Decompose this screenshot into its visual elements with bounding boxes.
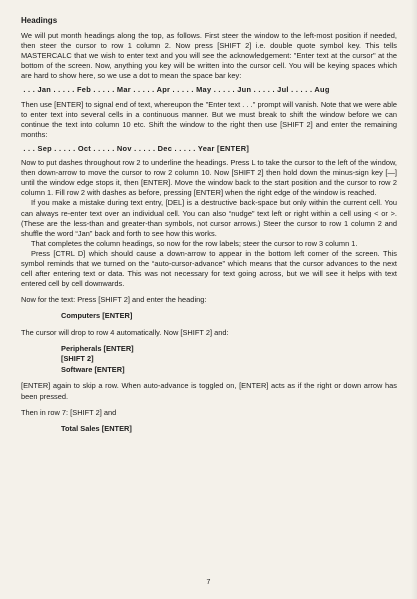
entry-peripherals: Peripherals [ENTER] xyxy=(61,343,134,353)
paragraph-auto-advance: Press [CTRL D] which should cause a down-arrow to appear in the bottom left corner of the screen. This symbol reminds that we turned on the “auto-cursor-advance” which means that the cursor advances to the next cell after entering text or data. This was not necessary for text going across, but we will see it helps with text entered cell by cell downwards. xyxy=(21,248,397,289)
entry-block-total-sales xyxy=(21,424,397,435)
entry-block-computers xyxy=(21,311,397,322)
paragraph-enter-again: [ENTER] again to skip a row. When auto-advance is toggled on, [ENTER] acts as if the right or down arrow has been pressed. xyxy=(21,381,397,401)
entry-shift-2: [SHIFT 2] xyxy=(61,354,94,364)
paragraph-now-text: Now for the text: Press [SHIFT 2] and enter the heading: xyxy=(21,295,207,305)
page-number: 7 xyxy=(206,579,211,586)
paragraph-enter-text: Then use [ENTER] to signal end of text, whereupon the "Enter text . . ." prompt will vanish. Note that we were able to enter text into several cells in a continuous manner. But we must break to shift the window before we can continue the text into column 10 etc. Shift the window to the right then use [SHIFT 2] and enter the remaining months: xyxy=(21,99,397,139)
months-line-second: . . . Sep . . . . . Oct . . . . . Nov . . . . . Dec . . . . . Year [ENTER] xyxy=(21,143,250,153)
section-heading: Headings xyxy=(21,16,58,25)
entry-total-sales: Total Sales [ENTER] xyxy=(61,423,132,433)
months-line-first: . . . Jan . . . . . Feb . . . . . Mar . . . . . Apr . . . . . May . . . . . Jun . . . . . Jul . . . . . Aug xyxy=(21,85,330,95)
paragraph-cursor-drop: The cursor will drop to row 4 automatically. Now [SHIFT 2] and: xyxy=(21,327,229,337)
paragraph-row-7: Then in row 7: [SHIFT 2] and xyxy=(21,407,117,417)
entry-block-peripherals xyxy=(21,344,397,376)
entry-computers: Computers [ENTER] xyxy=(61,311,133,321)
paragraph-mistakes: If you make a mistake during text entry, [DEL] is a destructive back-space but only within the current cell. You can always re-enter text over an individual cell. You can also “nudge” text left or right within a cell using < or >. (These are the less-than and greater-than symbols, not cursor arrows.) Steer the cursor to row 1 column 2 and shuffle the word “Jan” back and forth to see how this works. xyxy=(21,198,397,238)
entry-software: Software [ENTER] xyxy=(61,364,125,374)
paragraph-month-headings: We will put month headings along the top, as follows. First steer the window to the left-most position if needed, then steer the cursor to row 1 column 2. Now press [SHIFT 2] i.e. double quote symbol key. This tells MASTERCALC that we wish to enter text and you will see the acknowledgement: "Enter text at the cursor" at the bottom of the screen. Now, anything you key will be written into the cursor cell. You will be keying spaces which are hard to show here, so we use a dot to mean the space bar key: xyxy=(21,31,397,81)
paragraph-dashes: Now to put dashes throughout row 2 to underline the headings. Press L to take the cursor to the left of the window, then down-arrow to move the cursor to row 2 column 10. Now [SHIFT 2] then hold down the minus-sign key [—] until the window edge stops it, then [ENTER]. Move the window back to the start position and the cursor to row 2 column 1. Fill row 2 with dashes as before, pressing [ENTER] when the right edge of the window is reached. xyxy=(21,158,397,198)
paragraph-row-labels: That completes the column headings, so now for the row labels; steer the cursor to row 3 column 1. xyxy=(31,238,358,248)
